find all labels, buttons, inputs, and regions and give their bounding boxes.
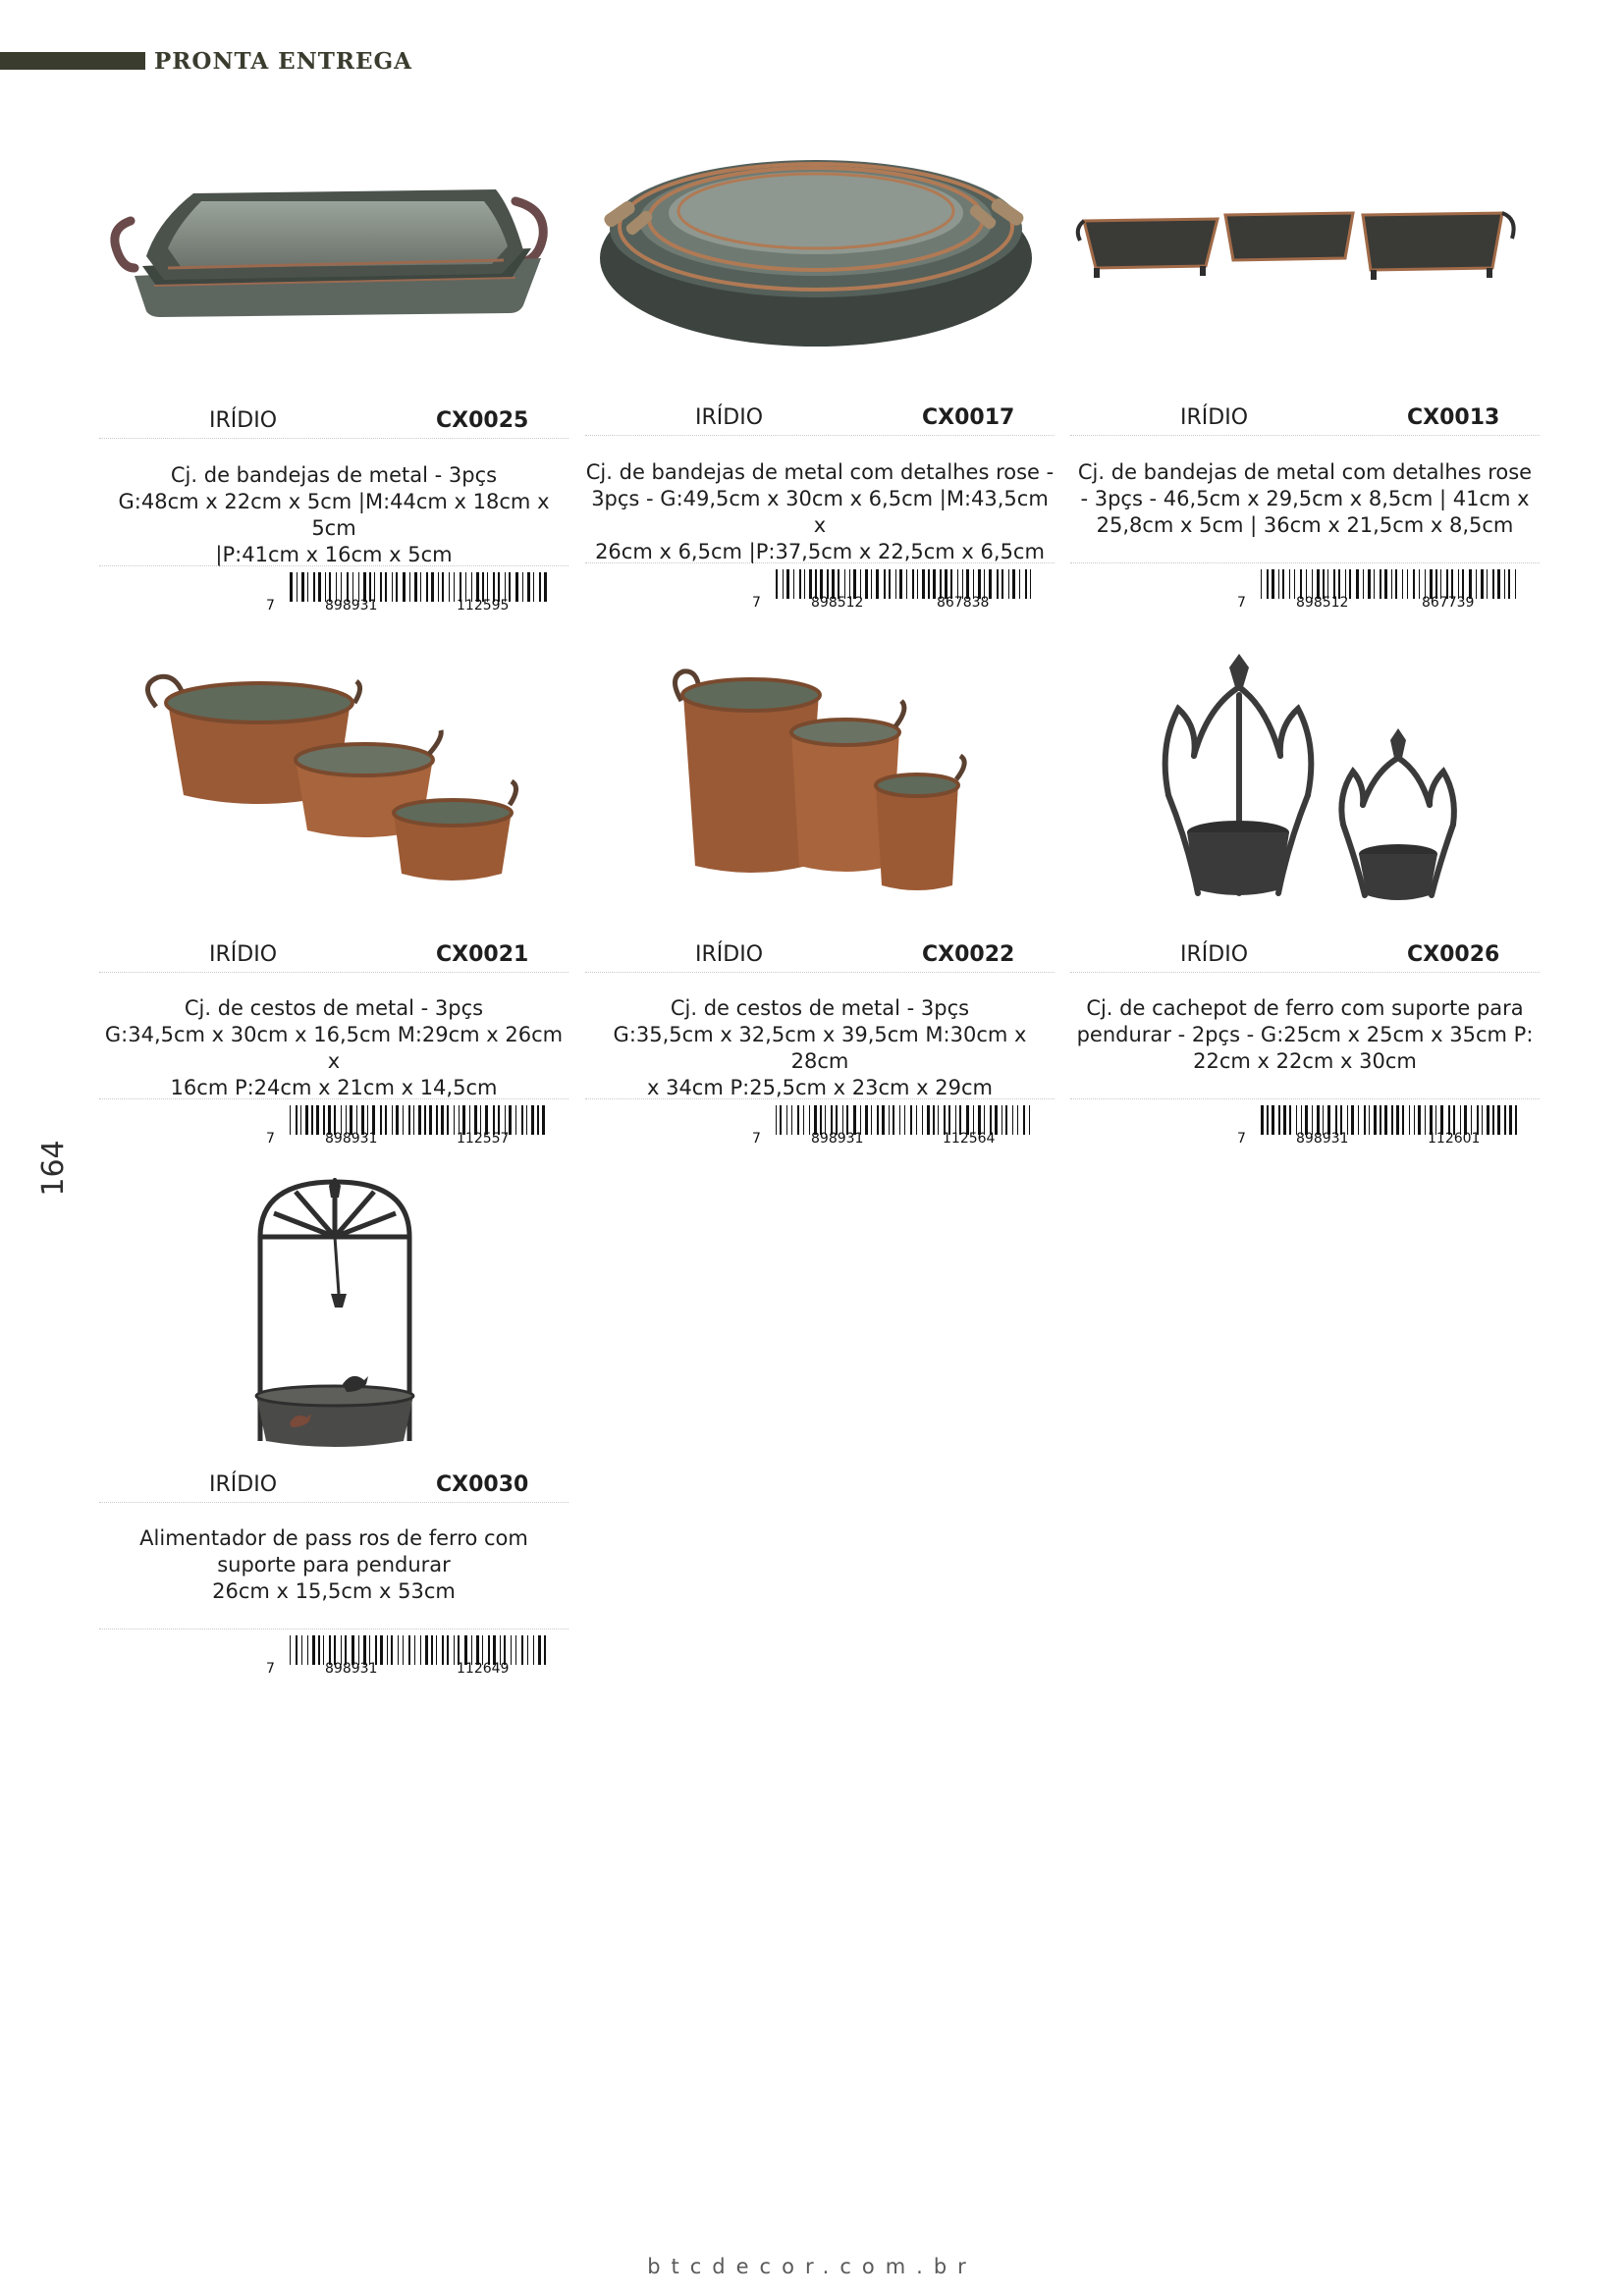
barcode-first-digit: 7 [752,595,761,611]
barcode-left-digits: 898931 [325,598,378,614]
product-meta [585,405,1055,435]
product-code: CX0021 [436,942,529,967]
product-photo-trays-rose [585,111,1055,396]
product-code: CX0030 [436,1472,529,1497]
product-photo-copper-baskets-low [99,648,568,933]
product-description [1070,459,1540,539]
barcode-right-digits: 112601 [1428,1131,1481,1147]
divider [1070,435,1540,436]
product-card [99,648,568,967]
barcode-left-digits: 898931 [1296,1131,1349,1147]
product-code: CX0026 [1407,942,1500,967]
barcode-right-digits: 112557 [457,1131,510,1147]
desc-line: Cj. de cestos de metal - 3pçs [670,996,970,1020]
product-photo-copper-baskets-tall [585,648,1055,933]
product-brand: IRÍDIO [695,942,764,967]
product-code: CX0022 [922,942,1015,967]
barcode [266,572,561,621]
barcode-left-digits: 898931 [325,1131,378,1147]
product-meta [99,942,568,972]
product-brand: IRÍDIO [1180,405,1249,430]
barcode [266,1105,561,1154]
desc-line: Cj. de bandejas de metal com detalhes rose - [585,460,1055,484]
product-brand: IRÍDIO [1180,942,1249,967]
barcode-first-digit: 7 [266,1131,275,1147]
divider [99,972,568,973]
product-meta [1070,405,1540,435]
desc-line: - 3pçs - 46,5cm x 29,5cm x 8,5cm | 41cm x [1080,487,1530,510]
product-description [99,1525,568,1605]
barcode-first-digit: 7 [752,1131,761,1147]
product-description [585,459,1055,565]
desc-line: 22cm x 22cm x 30cm [1193,1049,1417,1073]
barcode-left-digits: 898931 [811,1131,864,1147]
product-brand: IRÍDIO [695,405,764,430]
barcode-first-digit: 7 [266,1661,275,1677]
divider [99,1502,568,1503]
desc-line: Cj. de bandejas de metal com detalhes rose [1077,460,1533,484]
product-card [99,111,568,433]
product-meta [99,408,568,438]
product-card [1070,648,1540,967]
product-card [1070,111,1540,430]
divider [1070,1098,1540,1099]
barcode-left-digits: 898512 [1296,595,1349,611]
desc-line: 25,8cm x 5cm | 36cm x 21,5cm x 8,5cm [1096,513,1514,537]
desc-line: Cj. de cachepot de ferro com suporte para [1086,996,1524,1020]
product-description [99,462,568,568]
product-photo-low-trays [1070,111,1540,396]
product-code: CX0025 [436,408,529,433]
barcode-left-digits: 898931 [325,1661,378,1677]
product-code: CX0013 [1407,405,1500,430]
product-meta [585,942,1055,972]
desc-line: Cj. de bandejas de metal - 3pçs [170,463,498,487]
divider [99,438,568,439]
product-description [585,995,1055,1101]
desc-line: 26cm x 15,5cm x 53cm [212,1579,456,1603]
desc-line: x 34cm P:25,5cm x 23cm x 29cm [646,1076,993,1099]
divider [1070,562,1540,563]
product-description [99,995,568,1101]
desc-line: G:35,5cm x 32,5cm x 39,5cm M:30cm x 28cm [613,1023,1027,1073]
section-title: PRONTA ENTREGA [154,48,412,75]
desc-line: pendurar - 2pçs - G:25cm x 25cm x 35cm P: [1076,1023,1534,1046]
product-code: CX0017 [922,405,1015,430]
desc-line: 26cm x 6,5cm |P:37,5cm x 22,5cm x 6,5cm [595,540,1045,563]
barcode [1237,569,1532,618]
footer-website: btcdecor.com.br [647,2255,977,2278]
product-meta [99,1472,568,1502]
product-card [585,648,1055,967]
product-card [585,111,1055,430]
product-description [1070,995,1540,1075]
divider [1070,972,1540,973]
barcode-right-digits: 867739 [1422,595,1475,611]
barcode [1237,1105,1532,1154]
desc-line: G:48cm x 22cm x 5cm |M:44cm x 18cm x 5cm [118,490,550,540]
desc-line: Cj. de cestos de metal - 3pçs [184,996,484,1020]
divider [585,1098,1055,1099]
desc-line: 16cm P:24cm x 21cm x 14,5cm [170,1076,498,1099]
desc-line: G:34,5cm x 30cm x 16,5cm M:29cm x 26cm x [104,1023,564,1073]
barcode-first-digit: 7 [266,598,275,614]
barcode-right-digits: 112595 [457,598,510,614]
divider [585,562,1055,563]
product-brand: IRÍDIO [209,408,278,433]
barcode-first-digit: 7 [1237,1131,1246,1147]
desc-line: |P:41cm x 16cm x 5cm [215,543,453,566]
product-brand: IRÍDIO [209,942,278,967]
divider [585,435,1055,436]
product-card [99,1178,568,1497]
product-photo-bird-feeder [99,1178,568,1463]
product-meta [1070,942,1540,972]
barcode-first-digit: 7 [1237,595,1246,611]
product-brand: IRÍDIO [209,1472,278,1497]
barcode-right-digits: 112564 [943,1131,996,1147]
product-photo-trays [99,111,568,396]
desc-line: suporte para pendurar [217,1553,451,1576]
divider [99,565,568,566]
divider [99,1098,568,1099]
barcode [752,569,1047,618]
section-bar [0,52,145,70]
product-photo-crown-cachepots [1070,648,1540,933]
barcode-right-digits: 112649 [457,1661,510,1677]
desc-line: 3pçs - G:49,5cm x 30cm x 6,5cm |M:43,5cm x [591,487,1049,537]
barcode-right-digits: 867838 [937,595,990,611]
barcode [752,1105,1047,1154]
desc-line: Alimentador de pass ros de ferro com [139,1526,528,1550]
barcode-left-digits: 898512 [811,595,864,611]
divider [585,972,1055,973]
barcode [266,1635,561,1684]
page-number: 164 [35,1140,71,1197]
